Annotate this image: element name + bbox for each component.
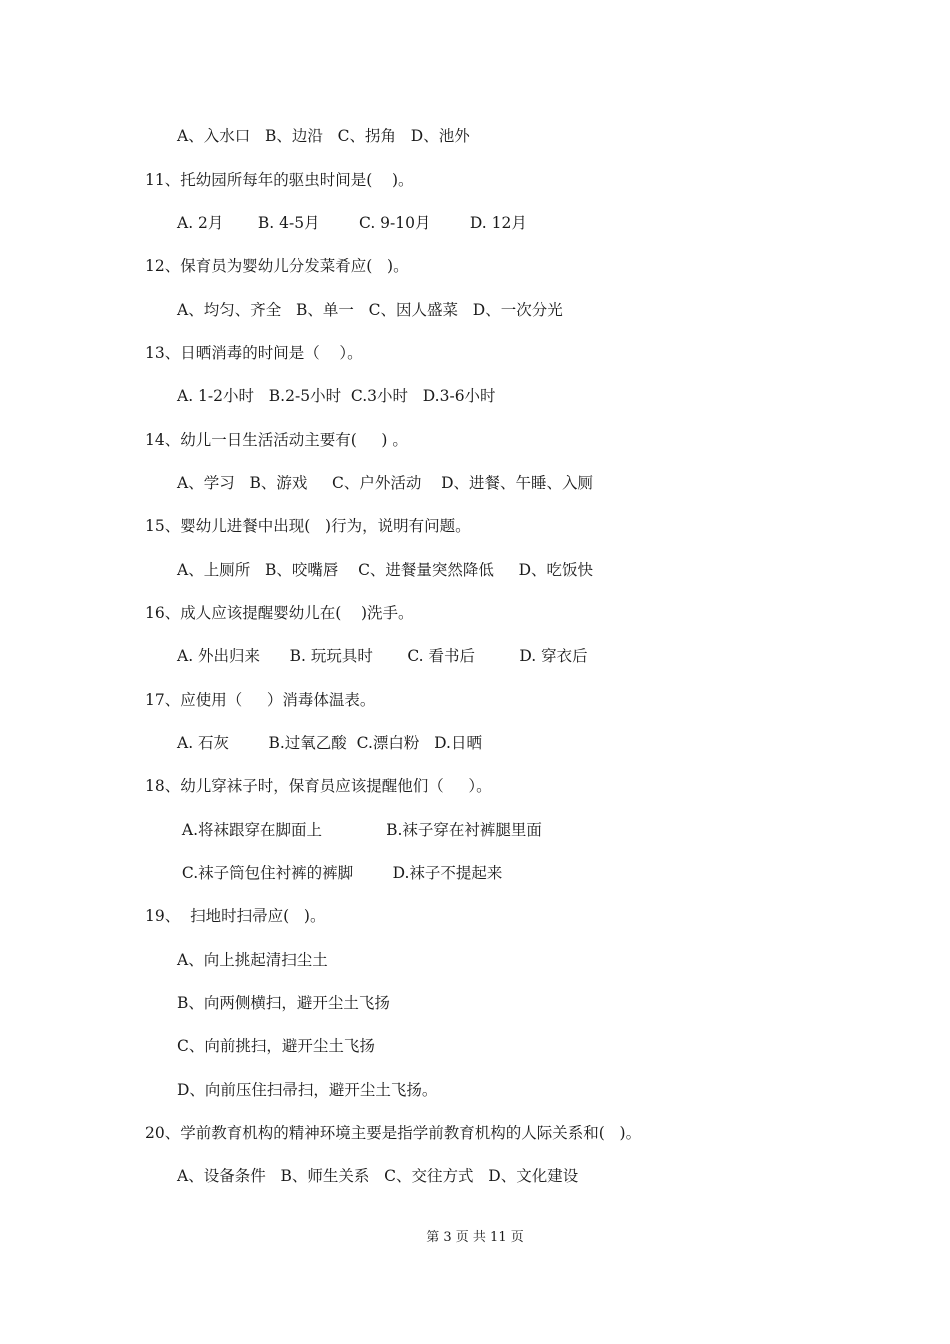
q17-options: A. 石灰 B.过氧乙酸 C.漂白粉 D.日晒: [177, 734, 482, 752]
q11-options: A. 2月 B. 4-5月 C. 9-10月 D. 12月: [177, 214, 527, 232]
question-13: 13、日晒消毒的时间是（ ）。: [145, 344, 363, 362]
question-11: 11、托幼园所每年的驱虫时间是( )。: [145, 171, 414, 189]
q19-option-d: D、向前压住扫帚扫，避开尘土飞扬。: [177, 1081, 438, 1099]
question-19: 19、 扫地时扫帚应( )。: [145, 907, 326, 925]
question-12: 12、保育员为婴幼儿分发菜肴应( )。: [145, 257, 409, 275]
q13-options: A. 1-2小时 B.2-5小时 C.3小时 D.3-6小时: [177, 387, 496, 405]
q12-options: A、均匀、齐全 B、单一 C、因人盛菜 D、一次分光: [177, 301, 563, 319]
q19-option-a: A、向上挑起清扫尘土: [177, 951, 328, 969]
question-14: 14、幼儿一日生活活动主要有( ) 。: [145, 431, 408, 449]
q15-options: A、上厕所 B、咬嘴唇 C、进餐量突然降低 D、吃饭快: [177, 561, 593, 579]
q18-options-cd: C.袜子筒包住衬裤的裤脚 D.袜子不提起来: [177, 864, 503, 882]
q19-option-b: B、向两侧横扫，避开尘土飞扬: [177, 994, 390, 1012]
question-16: 16、成人应该提醒婴幼儿在( )洗手。: [145, 604, 414, 622]
question-17: 17、应使用（ ）消毒体温表。: [145, 691, 376, 709]
q20-options: A、设备条件 B、师生关系 C、交往方式 D、文化建设: [177, 1167, 579, 1185]
question-18: 18、幼儿穿袜子时，保育员应该提醒他们（ ）。: [145, 777, 492, 795]
question-20: 20、学前教育机构的精神环境主要是指学前教育机构的人际关系和( )。: [145, 1124, 642, 1142]
q18-options-ab: A.将袜跟穿在脚面上 B.袜子穿在衬裤腿里面: [177, 821, 542, 839]
q10-options: A、入水口 B、边沿 C、拐角 D、池外: [177, 127, 470, 145]
q14-options: A、学习 B、游戏 C、户外活动 D、进餐、午睡、入厕: [177, 474, 593, 492]
q19-option-c: C、向前挑扫，避开尘土飞扬: [177, 1037, 375, 1055]
q16-options: A. 外出归来 B. 玩玩具时 C. 看书后 D. 穿衣后: [177, 647, 588, 665]
question-15: 15、婴幼儿进餐中出现( )行为，说明有问题。: [145, 517, 471, 535]
page-number-footer: 第 3 页 共 11 页: [426, 1230, 524, 1245]
